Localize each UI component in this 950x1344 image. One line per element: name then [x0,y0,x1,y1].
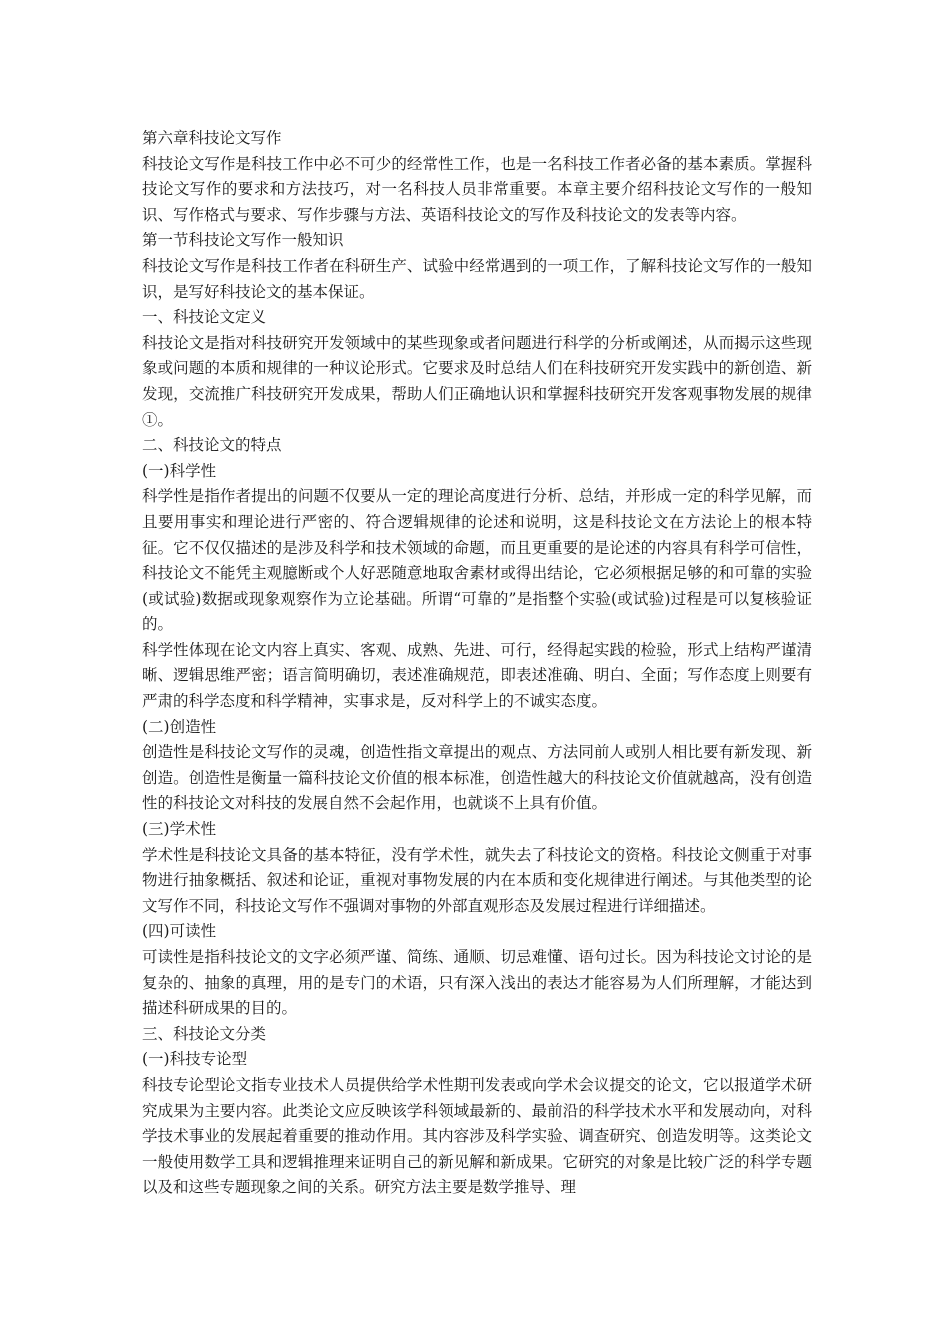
subsection-title: 一、科技论文定义 [142,308,267,327]
body-paragraph: 科学性是指作者提出的问题不仅要从一定的理论高度进行分析、总结，并形成一定的科学见解，而且要用事实和理论进行严密的、符合逻辑规律的论述和说明，这是科技论文在方法论上的根本特征。它不仅仅描述的是涉及科学和技术领域的命题，而且更重要的是论述的内容具有科学可信性，科技论文不能凭主观臆断或个人好恶随意地取舍素材或得出结论，它必须根据足够的和可靠的实验(或试验)数据或现象观察作为立论基础。所谓“可靠的”是指整个实验(或试验)过程是可以复核验证的。 [142,487,812,634]
body-paragraph: 科技专论型论文指专业技术人员提供给学术性期刊发表或向学术会议提交的论文，它以报道学术研究成果为主要内容。此类论文应反映该学科领域最新的、最前沿的科学技术水平和发展动向，对科学技术事业的发展起着重要的推动作用。其内容涉及科学实验、调查研究、创造发明等。这类论文一般使用数学工具和逻辑推理来证明自己的新见解和新成果。它研究的对象是比较广泛的科学专题以及和这些专题现象之间的关系。研究方法主要是数学推导、理 [142,1075,812,1197]
item-title: (四)可读性 [142,922,217,941]
document-page [142,126,812,1201]
body-paragraph: 创造性是科技论文写作的灵魂，创造性指文章提出的观点、方法同前人或别人相比要有新发现、新创造。创造性是衡量一篇科技论文价值的根本标准，创造性越大的科技论文价值就越高，没有创造性的科技论文对科技的发展自然不会起作用，也就谈不上具有价值。 [142,743,812,813]
item-title: (一)科学性 [142,461,217,480]
body-paragraph: 科学性体现在论文内容上真实、客观、成熟、先进、可行，经得起实践的检验，形式上结构严谨清晰、逻辑思维严密；语言简明确切，表述准确规范，即表述准确、明白、全面；写作态度上则要有严肃的科学态度和科学精神，实事求是，反对科学上的不诚实态度。 [142,640,812,711]
chapter-title: 第六章科技论文写作 [142,129,282,147]
item-title: (二)创造性 [142,717,217,736]
body-paragraph: 可读性是指科技论文的文字必须严谨、简练、通顺、切忌难懂、语句过长。因为科技论文讨论的是复杂的、抽象的真理，用的是专门的术语，只有深入浅出的表达才能容易为人们所理解，才能达到描述科研成果的目的。 [142,948,812,1018]
body-paragraph: 科技论文写作是科技工作者在科研生产、试验中经常遇到的一项工作，了解科技论文写作的一般知识，是写好科技论文的基本保证。 [142,256,812,301]
body-paragraph: 科技论文是指对科技研究开发领域中的某些现象或者问题进行科学的分析或阐述，从而揭示这些现象或问题的本质和规律的一种议论形式。它要求及时总结人们在科技研究开发实践中的新创造、新发现，交流推广科技研究开发成果，帮助人们正确地认识和掌握科技研究开发客观事物发展的规律①。 [142,333,812,429]
item-title: (三)学术性 [142,820,217,839]
subsection-title: 三、科技论文分类 [142,1024,267,1043]
body-paragraph: 科技论文写作是科技工作中必不可少的经常性工作，也是一名科技工作者必备的基本素质。掌握科技论文写作的要求和方法技巧，对一名科技人员非常重要。本章主要介绍科技论文写作的一般知识、写作格式与要求、写作步骤与方法、英语科技论文的写作及科技论文的发表等内容。 [142,154,812,224]
section-title: 第一节科技论文写作一般知识 [142,231,344,250]
subsection-title: 二、科技论文的特点 [142,436,282,455]
body-paragraph: 学术性是科技论文具备的基本特征，没有学术性，就失去了科技论文的资格。科技论文侧重于对事物进行抽象概括、叙述和论证，重视对事物发展的内在本质和变化规律进行阐述。与其他类型的论文写作不同，科技论文写作不强调对事物的外部直观形态及发展过程进行详细描述。 [142,845,812,915]
item-title: (一)科技专论型 [142,1050,248,1069]
